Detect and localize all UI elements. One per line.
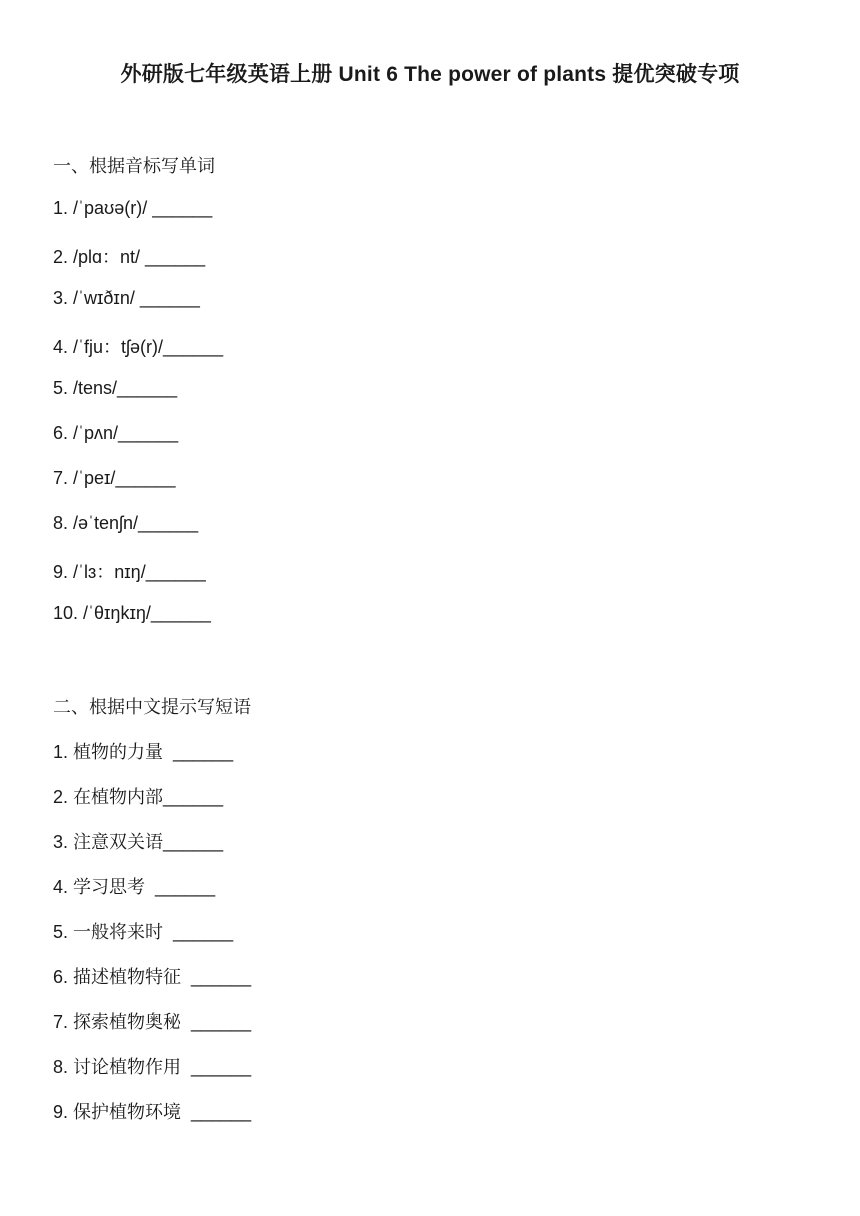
- phrase-item-5: 5. 一般将来时 ______: [53, 922, 234, 942]
- phonetic-item-9: 9. /ˈlɜ：nɪŋ/______: [53, 562, 206, 582]
- phonetic-item-10: 10. /ˈθɪŋkɪŋ/______: [53, 603, 211, 623]
- phrase-item-3: 3. 注意双关语______: [53, 832, 224, 852]
- phrase-item-9: 9. 保护植物环境 ______: [53, 1102, 252, 1122]
- page-title: 外研版七年级英语上册 Unit 6 The power of plants 提优突破专项: [120, 63, 740, 86]
- phrase-item-4: 4. 学习思考 ______: [53, 877, 216, 897]
- phonetic-item-3: 3. /ˈwɪðɪn/ ______: [53, 288, 200, 308]
- phrase-item-2: 2. 在植物内部______: [53, 787, 224, 807]
- phonetic-item-6: 6. /ˈpʌn/______: [53, 423, 179, 443]
- phrase-item-7: 7. 探索植物奥秘 ______: [53, 1012, 252, 1032]
- phonetic-item-8: 8. /əˈtenʃn/______: [53, 513, 199, 533]
- phrase-item-1: 1. 植物的力量 ______: [53, 742, 234, 762]
- phrase-item-6: 6. 描述植物特征 ______: [53, 967, 252, 987]
- phonetic-item-5: 5. /tens/______: [53, 378, 178, 398]
- phonetic-item-1: 1. /ˈpaʊə(r)/ ______: [53, 198, 213, 218]
- section-2-heading: 二、根据中文提示写短语: [53, 697, 251, 717]
- phonetic-item-2: 2. /plɑ：nt/ ______: [53, 247, 206, 267]
- phonetic-item-4: 4. /ˈfju：tʃə(r)/______: [53, 337, 224, 357]
- section-1-heading: 一、根据音标写单词: [53, 156, 215, 176]
- phonetic-item-7: 7. /ˈpeɪ/______: [53, 468, 176, 488]
- phrase-item-8: 8. 讨论植物作用 ______: [53, 1057, 252, 1077]
